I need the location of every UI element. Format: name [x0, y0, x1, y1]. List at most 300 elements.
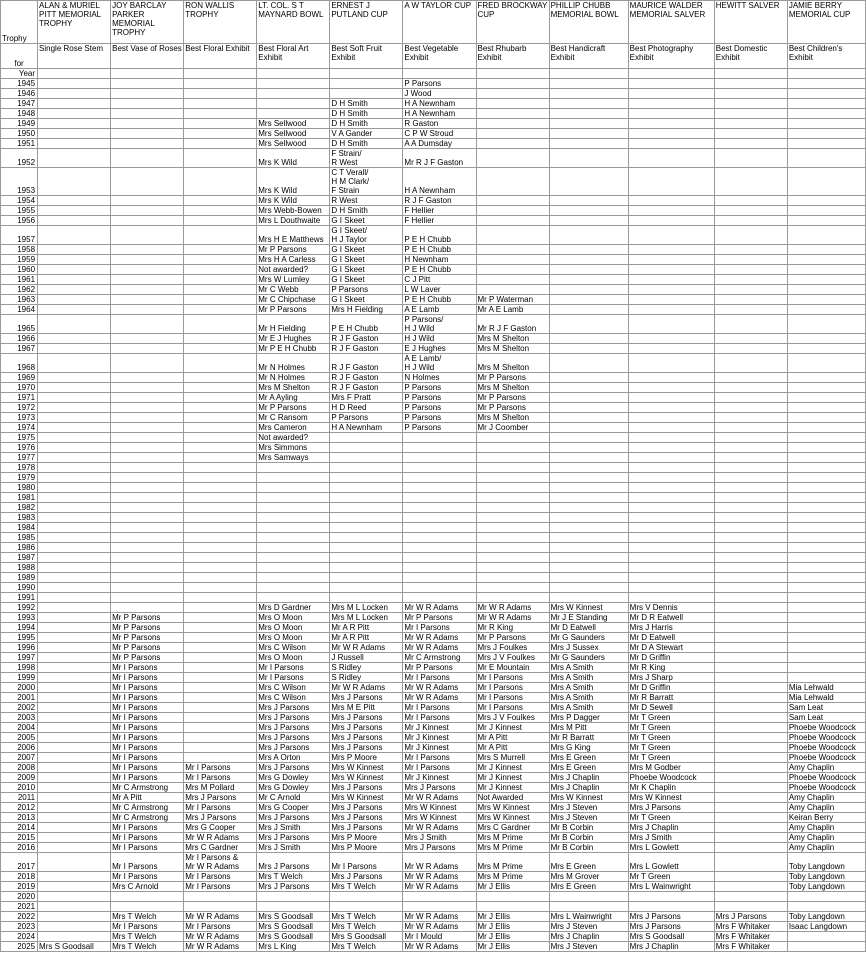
winner-cell: P Parsons	[330, 285, 403, 295]
winner-cell	[628, 563, 714, 573]
winner-cell: Mrs Sellwood	[257, 119, 330, 129]
table-row	[1, 783, 866, 793]
winner-cell	[38, 932, 111, 942]
winner-cell: Mr C Chipchase	[257, 295, 330, 305]
winner-cell	[714, 413, 787, 423]
winner-cell	[714, 315, 787, 334]
winner-cell: Mrs E Green	[549, 853, 628, 872]
winner-cell: Toby Langdown	[787, 912, 865, 922]
winner-cell: Mrs E Green	[549, 882, 628, 892]
table-row	[1, 902, 866, 912]
year-cell: 1954	[1, 196, 38, 206]
winner-cell	[628, 344, 714, 354]
winner-cell	[38, 423, 111, 433]
winner-cell	[787, 653, 865, 663]
winner-cell: Mr C Armstrong	[111, 813, 184, 823]
winner-cell	[111, 196, 184, 206]
winner-cell: Mrs Simmons	[257, 443, 330, 453]
winner-cell: R J F Gaston	[403, 196, 476, 206]
winner-cell: Mrs O Moon	[257, 623, 330, 633]
winner-cell	[257, 543, 330, 553]
winner-cell	[38, 255, 111, 265]
winner-cell	[787, 453, 865, 463]
year-cell: 1968	[1, 354, 38, 373]
winner-cell: Mr I Parsons	[184, 882, 257, 892]
winner-cell: Mr J Kinnest	[476, 773, 549, 783]
winner-cell: Amy Chaplin	[787, 803, 865, 813]
year-cell: 1952	[1, 149, 38, 168]
winner-cell	[787, 603, 865, 613]
winner-cell	[403, 553, 476, 563]
winner-cell: Mrs J Parsons	[714, 912, 787, 922]
winner-cell: Mrs L King	[257, 942, 330, 952]
winner-cell	[330, 79, 403, 89]
winner-cell: Mrs S Goodsall	[257, 932, 330, 942]
winner-cell: Mrs M Prime	[476, 833, 549, 843]
year-cell: 2013	[1, 813, 38, 823]
winner-cell	[184, 743, 257, 753]
winner-cell	[184, 623, 257, 633]
winner-cell: Mrs T Welch	[111, 932, 184, 942]
winner-cell: Mrs S Goodsall	[38, 942, 111, 952]
year-cell: 1979	[1, 473, 38, 483]
year-cell: 1970	[1, 383, 38, 393]
winner-cell: Mr J Kinnest	[403, 743, 476, 753]
winner-cell	[549, 553, 628, 563]
winner-cell: Mrs A Smith	[549, 693, 628, 703]
winner-cell	[38, 305, 111, 315]
winner-cell: Mr I Parsons	[111, 713, 184, 723]
winner-cell: Mr I Parsons	[111, 753, 184, 763]
winner-cell	[111, 119, 184, 129]
winner-cell: Mrs J Parsons	[330, 723, 403, 733]
winner-cell	[184, 892, 257, 902]
winner-cell	[549, 168, 628, 196]
winner-cell: Mr G Saunders	[549, 653, 628, 663]
winner-cell	[714, 513, 787, 523]
year-cell: 1978	[1, 463, 38, 473]
winner-cell	[714, 743, 787, 753]
winner-cell	[257, 109, 330, 119]
winner-cell	[111, 89, 184, 99]
winner-cell	[476, 196, 549, 206]
winner-cell: Mrs P Dagger	[549, 713, 628, 723]
winner-cell	[787, 226, 865, 245]
winner-cell	[330, 513, 403, 523]
year-cell: 2012	[1, 803, 38, 813]
winner-cell	[714, 613, 787, 623]
year-cell: 1946	[1, 89, 38, 99]
winner-cell: Mr I Parsons	[111, 693, 184, 703]
winner-cell: Mrs J Parsons	[257, 733, 330, 743]
winner-cell	[330, 69, 403, 79]
winner-cell	[38, 403, 111, 413]
winner-cell	[628, 206, 714, 216]
table-row	[1, 89, 866, 99]
winner-cell: R J F Gaston	[330, 334, 403, 344]
winner-cell: Mrs J Sharp	[628, 673, 714, 683]
winner-cell	[714, 433, 787, 443]
winner-cell: R J F Gaston	[330, 344, 403, 354]
winner-cell	[38, 393, 111, 403]
trophy-name: A W TAYLOR CUP	[403, 1, 476, 44]
winner-cell	[38, 922, 111, 932]
winner-cell	[111, 892, 184, 902]
winner-cell	[38, 653, 111, 663]
winner-cell	[184, 255, 257, 265]
winner-cell	[184, 423, 257, 433]
winner-cell: Mrs J Parsons	[628, 912, 714, 922]
winner-cell: Mrs J Steven	[549, 942, 628, 952]
winner-cell	[628, 543, 714, 553]
table-row	[1, 423, 866, 433]
winner-cell	[628, 573, 714, 583]
winner-cell: Mr B Corbin	[549, 833, 628, 843]
winner-cell	[38, 315, 111, 334]
table-row	[1, 713, 866, 723]
winner-cell	[111, 255, 184, 265]
winner-cell	[184, 583, 257, 593]
trophy-name: ERNEST J PUTLAND CUP	[330, 1, 403, 44]
winner-cell	[111, 573, 184, 583]
winner-cell	[184, 139, 257, 149]
winner-cell	[549, 315, 628, 334]
year-cell: 1995	[1, 633, 38, 643]
year-cell: 1980	[1, 483, 38, 493]
winner-cell	[184, 653, 257, 663]
winner-cell	[476, 583, 549, 593]
winner-cell	[111, 275, 184, 285]
winner-cell	[787, 573, 865, 583]
winner-cell: Mr E Mountain	[476, 663, 549, 673]
winner-cell: Mr W R Adams	[403, 922, 476, 932]
winner-cell: Mrs V Dennis	[628, 603, 714, 613]
winner-cell	[476, 99, 549, 109]
winner-cell	[628, 533, 714, 543]
table-row	[1, 872, 866, 882]
winner-cell	[257, 503, 330, 513]
winner-cell: Mrs M Shelton	[257, 383, 330, 393]
winner-cell: E J Hughes	[403, 344, 476, 354]
winner-cell	[38, 109, 111, 119]
winner-cell: D H Smith	[330, 109, 403, 119]
winner-cell: Mr C Arnold	[257, 793, 330, 803]
winner-cell	[38, 373, 111, 383]
winner-cell: Mr W R Adams	[403, 882, 476, 892]
year-cell: 1945	[1, 79, 38, 89]
winner-cell	[184, 129, 257, 139]
winner-cell	[184, 703, 257, 713]
winner-cell	[184, 315, 257, 334]
winner-cell	[714, 344, 787, 354]
winner-cell	[111, 354, 184, 373]
winner-cell	[38, 843, 111, 853]
winner-cell: Mrs M Grover	[549, 872, 628, 882]
winner-cell	[787, 553, 865, 563]
year-cell: 1960	[1, 265, 38, 275]
winner-cell	[549, 563, 628, 573]
year-cell: 1966	[1, 334, 38, 344]
winner-cell: Mr I Parsons	[403, 623, 476, 633]
winner-cell: Mrs M Godber	[628, 763, 714, 773]
winner-cell	[476, 493, 549, 503]
winner-cell	[549, 383, 628, 393]
header-trophy-label: Trophy	[1, 1, 38, 44]
year-cell: 1950	[1, 129, 38, 139]
winner-cell: D H Smith	[330, 206, 403, 216]
winner-cell	[184, 149, 257, 168]
winner-cell	[628, 383, 714, 393]
winner-cell: A E Lamb/ H J Wild	[403, 354, 476, 373]
winner-cell	[184, 533, 257, 543]
winner-cell	[476, 892, 549, 902]
winner-cell	[628, 168, 714, 196]
trophy-name: LT. COL. S T MAYNARD BOWL	[257, 1, 330, 44]
winner-cell	[476, 593, 549, 603]
winner-cell: Mr P Parsons	[257, 305, 330, 315]
winner-cell	[476, 69, 549, 79]
winner-cell: Mrs W Kinnest	[330, 773, 403, 783]
year-cell: 1975	[1, 433, 38, 443]
winner-cell	[787, 393, 865, 403]
winner-cell	[628, 503, 714, 513]
winner-cell: Mr I Parsons	[111, 673, 184, 683]
winner-cell	[476, 255, 549, 265]
winner-cell: Mrs M Shelton	[476, 354, 549, 373]
winner-cell	[787, 79, 865, 89]
winner-cell	[714, 149, 787, 168]
winner-cell	[38, 803, 111, 813]
winner-cell	[257, 463, 330, 473]
winner-cell	[38, 912, 111, 922]
winner-cell: Mrs P Moore	[330, 753, 403, 763]
winner-cell: Mr J Kinnest	[476, 783, 549, 793]
year-cell: 1969	[1, 373, 38, 383]
winner-cell: Mrs J Parsons	[257, 713, 330, 723]
winner-cell: Mrs W Kinnest	[403, 803, 476, 813]
winner-cell	[111, 344, 184, 354]
winner-cell	[38, 603, 111, 613]
winner-cell	[628, 593, 714, 603]
winner-cell	[714, 79, 787, 89]
winner-cell: Mrs M Prime	[476, 843, 549, 853]
winner-cell	[714, 713, 787, 723]
winner-cell: Mrs T Welch	[330, 912, 403, 922]
winner-cell	[787, 543, 865, 553]
winner-cell: Mr B Corbin	[549, 843, 628, 853]
winner-cell	[549, 334, 628, 344]
table-row	[1, 673, 866, 683]
table-row	[1, 553, 866, 563]
winner-cell: Mr B Corbin	[549, 823, 628, 833]
winner-cell	[714, 882, 787, 892]
winner-cell: Mr W R Adams	[403, 872, 476, 882]
winner-cell: Mr J E Standing	[549, 613, 628, 623]
table-row	[1, 663, 866, 673]
winner-cell: Mrs W Kinnest	[628, 793, 714, 803]
winner-cell	[714, 139, 787, 149]
winner-cell: P Parsons	[330, 413, 403, 423]
winner-cell	[184, 453, 257, 463]
winner-cell: Mr I Parsons	[330, 853, 403, 872]
winner-cell: Mr P Parsons	[111, 643, 184, 653]
category-label: Best Domestic Exhibit	[714, 44, 787, 69]
winner-cell: Sam Leat	[787, 713, 865, 723]
winner-cell: Mrs M Shelton	[476, 383, 549, 393]
winner-cell: Mr W R Adams	[403, 942, 476, 952]
winner-cell: Mr D Sewell	[628, 703, 714, 713]
winner-cell	[38, 783, 111, 793]
year-cell: 1983	[1, 513, 38, 523]
winner-cell: Mr N Holmes	[257, 354, 330, 373]
winner-cell: Mrs W Kinnest	[549, 603, 628, 613]
winner-cell: Mrs K Wild	[257, 196, 330, 206]
winner-cell	[787, 892, 865, 902]
winner-cell: P Parsons	[403, 423, 476, 433]
winner-cell	[714, 583, 787, 593]
winner-cell: Mr W R Adams	[403, 793, 476, 803]
table-row	[1, 853, 866, 872]
winner-cell: Mrs W Kinnest	[330, 793, 403, 803]
table-row	[1, 393, 866, 403]
winner-cell	[38, 623, 111, 633]
trophy-name: HEWITT SALVER	[714, 1, 787, 44]
winner-cell: Mr J Kinnest	[403, 733, 476, 743]
year-cell: 1988	[1, 563, 38, 573]
winner-cell: F Hellier	[403, 216, 476, 226]
winner-cell	[787, 99, 865, 109]
winner-cell	[111, 413, 184, 423]
winner-cell: Mrs C Wilson	[257, 693, 330, 703]
winner-cell	[38, 892, 111, 902]
winner-cell: D H Smith	[330, 119, 403, 129]
winner-cell	[549, 902, 628, 912]
winner-cell	[787, 129, 865, 139]
winner-cell	[714, 663, 787, 673]
winner-cell	[714, 723, 787, 733]
winner-cell	[549, 503, 628, 513]
winner-cell	[628, 69, 714, 79]
winner-cell	[787, 305, 865, 315]
table-row	[1, 383, 866, 393]
winner-cell: Not awarded?	[257, 265, 330, 275]
winner-cell	[787, 109, 865, 119]
winner-cell: Mrs J Parsons	[184, 813, 257, 823]
winner-cell: Mr W R Adams	[403, 853, 476, 872]
winner-cell	[184, 344, 257, 354]
winner-cell	[330, 503, 403, 513]
winner-cell: Mr I Parsons	[111, 843, 184, 853]
winner-cell	[628, 119, 714, 129]
winner-cell	[257, 523, 330, 533]
winner-cell: Mr I Parsons	[111, 703, 184, 713]
winner-cell	[714, 383, 787, 393]
winner-cell: Mr A R Pitt	[330, 633, 403, 643]
year-cell: 1990	[1, 583, 38, 593]
winner-cell	[714, 643, 787, 653]
winner-cell: Isaac Langdown	[787, 922, 865, 932]
winner-cell: Mr P Parsons	[476, 633, 549, 643]
winner-cell	[787, 563, 865, 573]
winner-cell: Mr W R Adams	[476, 613, 549, 623]
winner-cell: R J F Gaston	[330, 383, 403, 393]
winner-cell: Mr I Parsons	[476, 693, 549, 703]
winner-cell: Mrs J Parsons	[330, 713, 403, 723]
winner-cell	[787, 593, 865, 603]
winner-cell: Mr A E Lamb	[476, 305, 549, 315]
winner-cell: Mrs A Smith	[549, 703, 628, 713]
winner-cell	[38, 149, 111, 168]
winner-cell: Mrs M Pollard	[184, 783, 257, 793]
winner-cell	[38, 503, 111, 513]
table-row	[1, 69, 866, 79]
winner-cell	[111, 168, 184, 196]
year-cell: 2003	[1, 713, 38, 723]
table-row	[1, 563, 866, 573]
winners-body	[1, 69, 866, 952]
year-cell: 1956	[1, 216, 38, 226]
table-row	[1, 79, 866, 89]
winner-cell	[549, 473, 628, 483]
category-label: Best Floral Exhibit	[184, 44, 257, 69]
year-cell: 1986	[1, 543, 38, 553]
winner-cell: Mrs M Prime	[476, 853, 549, 872]
winner-cell	[549, 453, 628, 463]
winner-cell: Phoebe Woodcock	[787, 783, 865, 793]
year-cell: 1948	[1, 109, 38, 119]
table-row	[1, 473, 866, 483]
winner-cell	[38, 553, 111, 563]
winner-cell: Mrs K Wild	[257, 149, 330, 168]
winner-cell: J Russell	[330, 653, 403, 663]
winner-cell: Mrs T Welch	[257, 872, 330, 882]
winner-cell	[38, 773, 111, 783]
winner-cell	[38, 433, 111, 443]
winner-cell	[330, 483, 403, 493]
winner-cell: Mrs W Kinnest	[549, 793, 628, 803]
winner-cell	[549, 373, 628, 383]
winner-cell: P Parsons	[403, 413, 476, 423]
winner-cell: Mr J Kinnest	[476, 723, 549, 733]
year-cell: 2005	[1, 733, 38, 743]
year-cell: 2006	[1, 743, 38, 753]
winner-cell	[628, 79, 714, 89]
winner-cell	[714, 334, 787, 344]
winner-cell	[628, 129, 714, 139]
winner-cell	[111, 285, 184, 295]
winner-cell	[714, 533, 787, 543]
winner-cell	[184, 393, 257, 403]
winner-cell	[330, 453, 403, 463]
winner-cell	[476, 503, 549, 513]
winner-cell	[628, 413, 714, 423]
winner-cell: Mr I Parsons	[111, 663, 184, 673]
winner-cell	[714, 206, 787, 216]
winner-cell	[628, 473, 714, 483]
winner-cell	[38, 743, 111, 753]
winner-cell	[403, 69, 476, 79]
winner-cell	[787, 206, 865, 216]
winner-cell: Mr W R Adams	[403, 643, 476, 653]
winner-cell: A E Lamb	[403, 305, 476, 315]
winner-cell	[787, 663, 865, 673]
table-row	[1, 483, 866, 493]
year-cell: 1967	[1, 344, 38, 354]
winner-cell	[628, 305, 714, 315]
winner-cell	[549, 69, 628, 79]
winner-cell	[184, 633, 257, 643]
winner-cell	[628, 89, 714, 99]
